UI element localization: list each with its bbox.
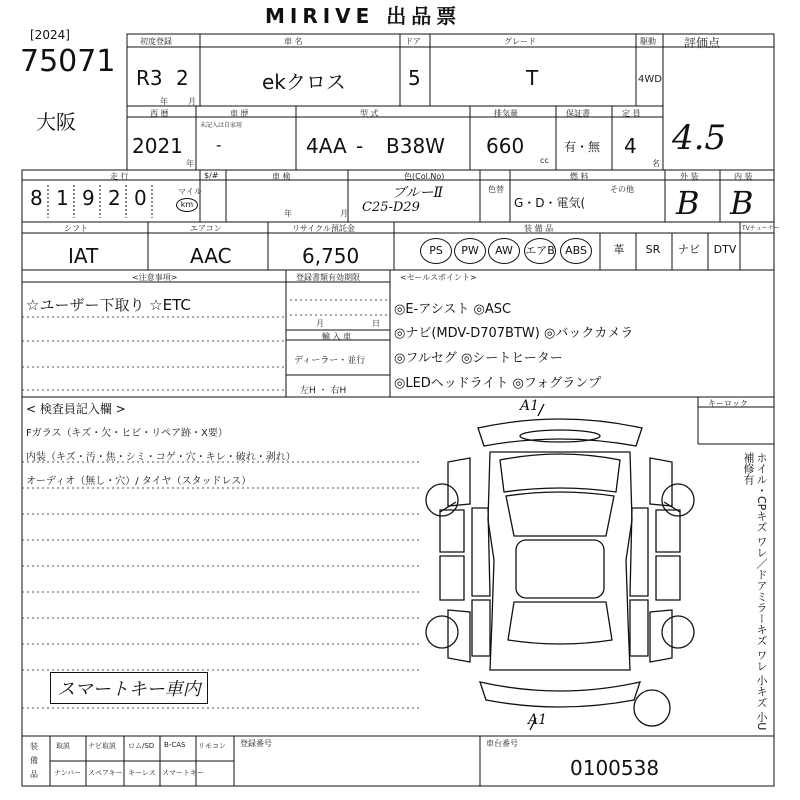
- sales-point-2: ◎ナビ(MDV-D707BTW) ◎バックカメラ: [394, 326, 634, 341]
- tv-tuner-label: TVチューナー: [742, 225, 780, 232]
- shift-value: IAT: [68, 244, 99, 268]
- history-label: 車 歴: [230, 109, 249, 118]
- color-code: C25-D29: [362, 200, 420, 215]
- reg-month-unit: 月: [316, 319, 324, 328]
- dealer-option: ディーラー・並行: [294, 356, 366, 366]
- interior-grade: B: [730, 184, 754, 222]
- aircon-value: AAC: [190, 244, 232, 268]
- color-text: ブルーⅡ: [392, 185, 443, 201]
- mileage-mile-unit: マイル: [178, 187, 202, 196]
- acc-bcas: B-CAS: [164, 741, 186, 749]
- fuel-options: G・D・電気(: [514, 196, 586, 210]
- inspection-year-unit: 年: [284, 209, 292, 218]
- reg-day-unit: 日: [372, 319, 380, 328]
- shift-label: シフト: [64, 224, 88, 233]
- mileage-digit-5: 0: [134, 186, 147, 210]
- mileage-digit-2: 1: [56, 186, 69, 210]
- western-year-label: 西 暦: [150, 109, 169, 118]
- displacement-unit: cc: [540, 156, 549, 165]
- accessories-title: 装 備 品: [30, 742, 38, 779]
- smart-key-note: スマートキー車内: [50, 672, 208, 704]
- damage-mark-rear: A1: [528, 712, 548, 728]
- displacement-label: 排気量: [494, 109, 518, 118]
- drive-label: 駆動: [640, 37, 656, 46]
- equipment-item-4: ABS: [560, 238, 592, 264]
- doors-value: 5: [408, 66, 421, 90]
- model-code: B38W: [386, 134, 445, 158]
- drive-value: 4WD: [638, 74, 662, 85]
- key-lock-label: キーロック: [708, 399, 748, 408]
- fuel-other-label: その他: [610, 185, 634, 194]
- model-dash: -: [356, 134, 364, 158]
- sales-point-3: ◎フルセグ ◎シートヒーター: [394, 351, 563, 366]
- fuel-label: 燃 料: [570, 172, 589, 181]
- import-label: 輸 入 車: [322, 332, 352, 341]
- recycle-label: リサイクル預託金: [292, 224, 355, 233]
- equipment-item-3: エアB: [524, 238, 556, 264]
- inspection-label: 車 検: [272, 172, 291, 181]
- acc-manual: 取説: [56, 742, 70, 750]
- rating-score: 4.5: [672, 118, 727, 158]
- warranty-label: 保証書: [566, 109, 590, 118]
- rating-label: 評価点: [684, 36, 721, 50]
- capacity-value: 4: [624, 134, 637, 158]
- equipment-item-8: DTV: [713, 243, 737, 256]
- exterior-grade: B: [676, 184, 700, 222]
- acc-smart-key: スマートキー: [162, 769, 204, 777]
- western-year-unit: 年: [186, 159, 194, 168]
- acc-nav-manual: ナビ取説: [88, 742, 116, 750]
- acc-plate: ナンバー: [54, 769, 82, 777]
- acc-remote: リモコン: [198, 742, 226, 750]
- notes-label: <注意事項>: [132, 273, 178, 282]
- equipment-item-5: 革: [613, 243, 625, 256]
- wheel-mirror-notes: ホイル・CPキズ ワレ／ドアミラーキズ ワレ 小キズ 小U 補修有: [742, 452, 768, 731]
- equipment-item-2: AW: [488, 238, 520, 264]
- capacity-unit: 名: [652, 159, 660, 168]
- mileage-label: 走 行: [110, 172, 129, 181]
- model-label: 型 式: [360, 109, 379, 118]
- equipment-item-1: PW: [454, 238, 486, 264]
- sales-point-4: ◎LEDヘッドライト ◎フォグランプ: [394, 376, 602, 391]
- doors-label: ドア: [405, 37, 421, 46]
- interior-label: 内 装: [734, 172, 753, 181]
- acc-rom-sd: ロム/SD: [128, 742, 155, 750]
- grade-label: グレード: [504, 37, 536, 46]
- history-value: -: [216, 136, 222, 154]
- sales-points-label: <セールスポイント>: [400, 273, 477, 282]
- equipment-label: 装 備 品: [524, 224, 554, 233]
- inspector-line-3: オーディオ（無し・穴）/ タイヤ（スタッドレス）: [26, 476, 252, 487]
- steering-option: 左H ・ 右H: [300, 386, 347, 396]
- grade-value: T: [526, 66, 539, 90]
- acc-keyless: キーレス: [128, 769, 156, 777]
- recycle-value: 6,750: [302, 244, 360, 268]
- reg-deadline-label: 登録書類有効期限: [296, 273, 360, 282]
- mileage-km-unit: km: [176, 198, 198, 212]
- color-label: 色(Col.No): [404, 172, 445, 181]
- inspector-line-2: 内装（キズ・汚・焦・シミ・コゲ・穴・キレ・破れ・剥れ）: [26, 452, 296, 463]
- aircon-label: エアコン: [190, 224, 222, 233]
- western-year-value: 2021: [132, 134, 183, 158]
- car-name: ekクロス: [262, 70, 346, 94]
- notes-line-1: ☆ユーザー下取り ☆ETC: [26, 296, 191, 314]
- exterior-label: 外 装: [680, 172, 699, 181]
- mileage-digit-4: 2: [108, 186, 121, 210]
- color-tone-label: 色替: [488, 185, 504, 194]
- first-reg-month: 2: [176, 66, 189, 90]
- displacement-value: 660: [486, 134, 525, 158]
- acc-spare-key: スペアキー: [88, 769, 123, 777]
- equipment-item-6: SR: [645, 243, 661, 256]
- first-reg-label: 初度登録: [140, 37, 172, 46]
- car-name-label: 車 名: [284, 37, 303, 46]
- inspection-month-unit: 月: [340, 209, 348, 218]
- equipment-item-7: ナビ: [678, 243, 700, 256]
- equipment-item-0: PS: [420, 238, 452, 264]
- mileage-digit-1: 8: [30, 186, 43, 210]
- history-note: 未記入は自家用: [200, 122, 243, 129]
- location: 大阪: [36, 110, 76, 134]
- first-reg-era: R3: [136, 66, 163, 90]
- inspector-line-1: Fガラス（キズ・欠・ヒビ・リペア跡・X要）: [26, 428, 228, 439]
- inspector-label: < 検査員記入欄 >: [26, 402, 126, 416]
- first-reg-month-unit: 月: [188, 97, 196, 106]
- sales-point-1: ◎E-アシスト ◎ASC: [394, 302, 512, 317]
- year-tag: [2024]: [30, 28, 70, 42]
- equipment-row: [420, 238, 780, 268]
- warranty-options: 有・無: [564, 140, 601, 154]
- model-prefix: 4AA: [306, 134, 347, 158]
- reg-number-label: 登録番号: [240, 739, 272, 748]
- form-title: MIRIVE 出品票: [265, 4, 462, 28]
- capacity-label: 定 員: [622, 109, 641, 118]
- first-reg-year-unit: 年: [160, 97, 168, 106]
- lot-number: 75071: [20, 44, 116, 79]
- mileage-digit-3: 9: [82, 186, 95, 210]
- mileage-opt-label: $/#: [204, 171, 219, 180]
- chassis-number: 0100538: [570, 756, 660, 780]
- chassis-number-label: 車台番号: [486, 739, 518, 748]
- car-damage-diagram: [420, 400, 700, 736]
- damage-mark-front: A1: [520, 398, 540, 414]
